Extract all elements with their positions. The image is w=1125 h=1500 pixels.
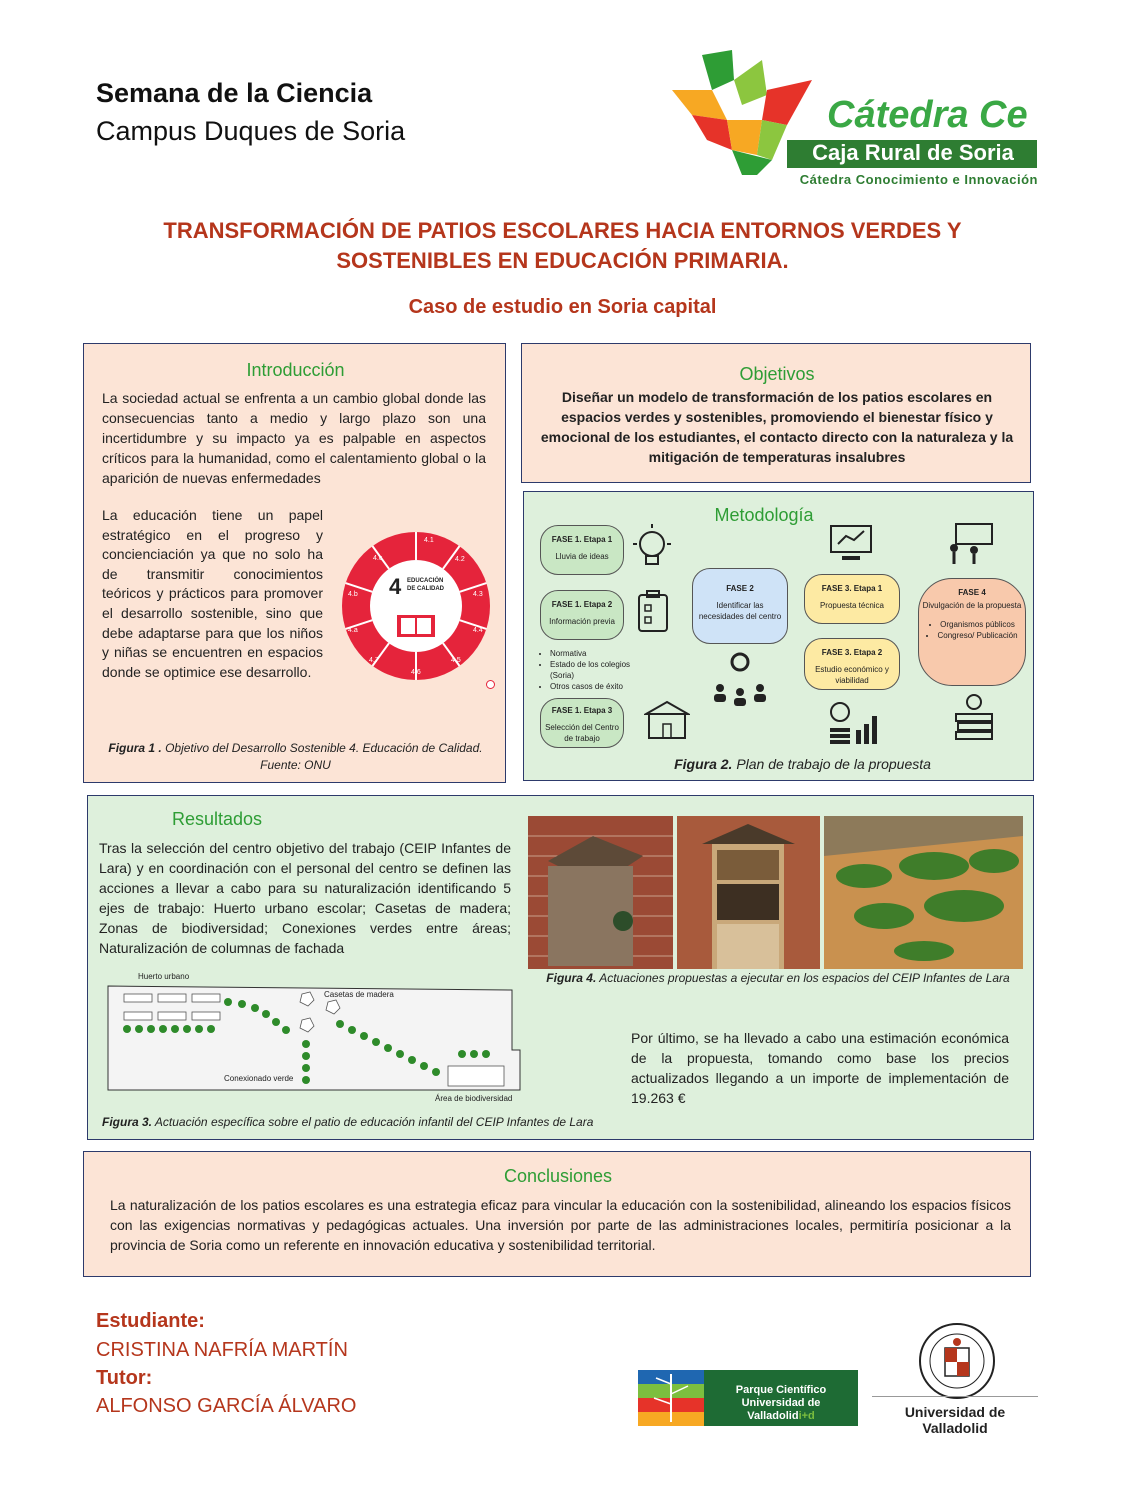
figura2-caption-label: Figura 2. [674,756,733,772]
uva-divider [872,1396,1038,1397]
catedra-logo [672,50,1038,190]
sdg4-wheel-icon [339,529,493,683]
garden-pallets-icon [824,816,1023,969]
fase1-etapa2 [540,590,624,640]
list-item: • Estado de los colegios (Soria) [550,659,648,681]
sdg-target-4-c: 4.c [373,555,383,562]
poster-title [0,216,1125,276]
list-item: • Normativa [550,648,648,659]
sdg4-wheel [339,529,493,683]
fase3-etapa2-text: Estudio económico y viabilidad [815,665,889,685]
tutor-name: ALFONSO GARCÍA ÁLVARO [96,1395,357,1417]
clipboard-icon [636,590,670,634]
plan-label-biodiversidad: Área de biodiversidad [435,1094,513,1103]
fase4-title: FASE 4 [958,588,986,597]
student-label: Estudiante: [96,1310,205,1332]
patio-plan [102,972,522,1106]
introduccion-section [83,343,506,783]
money-chart-icon [828,700,878,746]
parque-cientifico-tree-icon [638,1370,704,1426]
presentation-icon [946,522,996,566]
figura4-caption [538,970,1018,987]
fase1-etapa2-title: FASE 1. Etapa 2 [551,600,613,609]
resultados-paragraph2: Por último, se ha llevado a cabo una estimación económica de la propuesta, tomando como base los precios actualizados llegando a un importe de implementación de 19.263 € [631,1030,1009,1106]
figura2-caption [524,756,1035,772]
fase2-title: FASE 2 [726,584,754,593]
metodologia-title: Metodología [714,505,814,525]
figura3-caption-text: Actuación específica sobre el patio de educación infantil del CEIP Infantes de Lara [152,1115,594,1129]
conclusiones-title: Conclusiones [503,1166,613,1186]
list-item: • Organismos públicos [919,619,1025,630]
sdg4-label [407,577,444,593]
resultados-section [87,795,1034,1140]
fase4-bullets [919,619,1025,641]
fase3-etapa1 [804,574,900,624]
plan-label-conexionado: Conexionado verde [224,1074,294,1083]
lightbulb-icon [630,522,674,574]
fase2 [692,568,788,644]
figura1-caption [94,740,497,774]
conclusiones-section [83,1151,1031,1277]
campus-name: Campus Duques de Soria [96,116,406,146]
fase1-etapa3-text: Selección del Centro de trabajo [545,723,619,743]
plan-label-casetas: Casetas de madera [324,990,394,999]
catedra-logo-tagline: Cátedra Conocimiento e Innovación [799,172,1038,187]
poster-title-line1: TRANSFORMACIÓN DE PATIOS ESCOLARES HACIA ENTORNOS VERDES Y [163,218,962,243]
sdg-target-4-b: 4.b [348,591,358,598]
sdg4-label-line2: DE CALIDAD [407,586,444,592]
fase1-etapa2-text: Información previa [549,617,615,626]
parque-cientifico-line2: Universidad de Valladolid [741,1397,821,1422]
tutor-label: Tutor: [96,1367,153,1389]
fase3-etapa1-title: FASE 3. Etapa 1 [821,584,883,593]
sdg-target-4-3: 4.3 [473,591,483,598]
birdhouse-icon [528,816,673,969]
figura2-caption-text: Plan de trabajo de la propuesta [732,756,931,772]
conclusiones-text: La naturalización de los patios escolares es una estrategia eficaz para vincular la educación con la sostenibilidad, alineando los espacios físicos con las exigencias normativas y pedagógicas actuales. Una inversión por parte de las administraciones locales, permitiría posicionar a la provincia de Soria como un referente en innovación educativa y sostenibilidad territorial. [110,1197,1011,1253]
sdg4-number: 4 [389,574,402,599]
objetivos-title: Objetivos [739,364,815,384]
student-name: CRISTINA NAFRÍA MARTÍN [96,1339,348,1361]
fase4 [918,578,1026,686]
sdg-target-4-a: 4.a [348,627,358,634]
event-title: Semana de la Ciencia [96,78,373,108]
parque-cientifico-suffix: i+d [798,1410,815,1422]
parque-cientifico-text [708,1384,854,1423]
sdg-target-4-7: 4.7 [369,657,379,664]
sdg-target-4-6: 4.6 [411,669,421,676]
patio-plan-drawing [102,972,522,1106]
introduccion-paragraph2: La educación tiene un papel estratégico en el progreso y concienciación ya que no solo ha de transmitir conocimientos teóricos y prácticos para promover el desarrollo sostenible, sino que debe adaptarse para que los niños y niñas se encuentren en espacios donde se optimice ese desarrollo. [102,507,323,680]
uva-name: Universidad de Valladolid [904,1404,1006,1436]
sdg-target-4-4: 4.4 [473,627,483,634]
fase1-etapa3 [540,698,624,748]
photo-birdhouse [528,816,673,969]
team-gear-icon [712,650,768,708]
parque-cientifico-logo [638,1370,858,1426]
figura1-caption-label: Figura 1 . [108,741,162,755]
sdg-target-4-5: 4.5 [451,657,461,664]
sdg-target-4-2: 4.2 [455,556,465,563]
objetivos-text: Diseñar un modelo de transformación de los patios escolares en espacios verdes y sostenibles, promoviendo el bienestar físico y emocional de los estudiantes, el contacto directo con la naturaleza y la mitigación de temperaturas insalubres [540,389,1014,465]
fase1-etapa1-text: Lluvia de ideas [555,552,609,561]
objetivos-section [521,343,1031,483]
list-item: • Otros casos de éxito [550,681,648,692]
plan-label-huerto: Huerto urbano [138,972,190,981]
figura4-caption-label: Figura 4. [546,971,597,985]
fase1-etapa1-title: FASE 1. Etapa 1 [551,535,613,544]
fase1-etapa1 [540,525,624,575]
figura3-caption [102,1114,622,1131]
books-apple-icon [952,692,996,742]
sdg-target-4-1: 4.1 [424,537,434,544]
uva-seal-icon [918,1322,996,1400]
fase3-etapa2-title: FASE 3. Etapa 2 [821,648,883,657]
fase2-text: Identificar las necesidades del centro [698,601,782,621]
introduccion-title: Introducción [246,360,345,380]
figura1-caption-text: Objetivo del Desarrollo Sostenible 4. Educación de Calidad. [161,741,483,755]
sdg4-label-line1: EDUCACIÓN [407,578,444,584]
list-item: • Congreso/ Publicación [919,630,1025,641]
fase1-etapa3-title: FASE 1. Etapa 3 [551,706,613,715]
parque-cientifico-line1: Parque Científico [735,1384,827,1396]
figura4-caption-text: Actuaciones propuestas a ejecutar en los espacios del CEIP Infantes de Lara [596,971,1010,985]
school-building-icon [644,700,690,740]
metodologia-section [523,491,1034,781]
figura3-caption-label: Figura 3. [102,1115,153,1129]
catedra-logo-title: Cátedra Ce [827,94,1028,136]
uva-seal [918,1322,996,1400]
poster-subtitle: Caso de estudio en Soria capital [408,296,717,318]
catedra-logo-subtitle: Caja Rural de Soria [812,140,1014,165]
fase4-text: Divulgación de la propuesta [922,601,1022,610]
photo-insect-hotel [677,816,820,969]
figura1-caption-source: Fuente: ONU [260,758,331,772]
fase3-etapa2 [804,638,900,690]
resultados-title: Resultados [172,809,263,829]
fase1-etapa2-bullets [538,648,648,692]
insect-hotel-icon [677,816,820,969]
fase3-etapa1-text: Propuesta técnica [819,601,885,610]
un-logo-icon [486,680,495,689]
monitor-chart-icon [828,522,874,564]
introduccion-paragraph1: La sociedad actual se enfrenta a un cambio global donde las consecuencias tanto a medio y largo plazo son una incertidumbre y su impacto ya es palpable en aspectos críticos para la humanidad, como el calentamiento global o la aparición de nuevas enfermedades [102,390,486,486]
photo-garden-pallets [824,816,1023,969]
poster-title-line2: SOSTENIBLES EN EDUCACIÓN PRIMARIA. [336,248,789,273]
resultados-paragraph1: Tras la selección del centro objetivo del trabajo (CEIP Infantes de Lara) y en coordinación con el personal del centro se definen las acciones a llevar a cabo para su naturalización identificando 5 ejes de trabajo: Huerto urbano escolar; Casetas de madera; Zonas de biodiversidad; Conexiones verdes entre áreas; Naturalización de columnas de fachada [99,840,511,956]
